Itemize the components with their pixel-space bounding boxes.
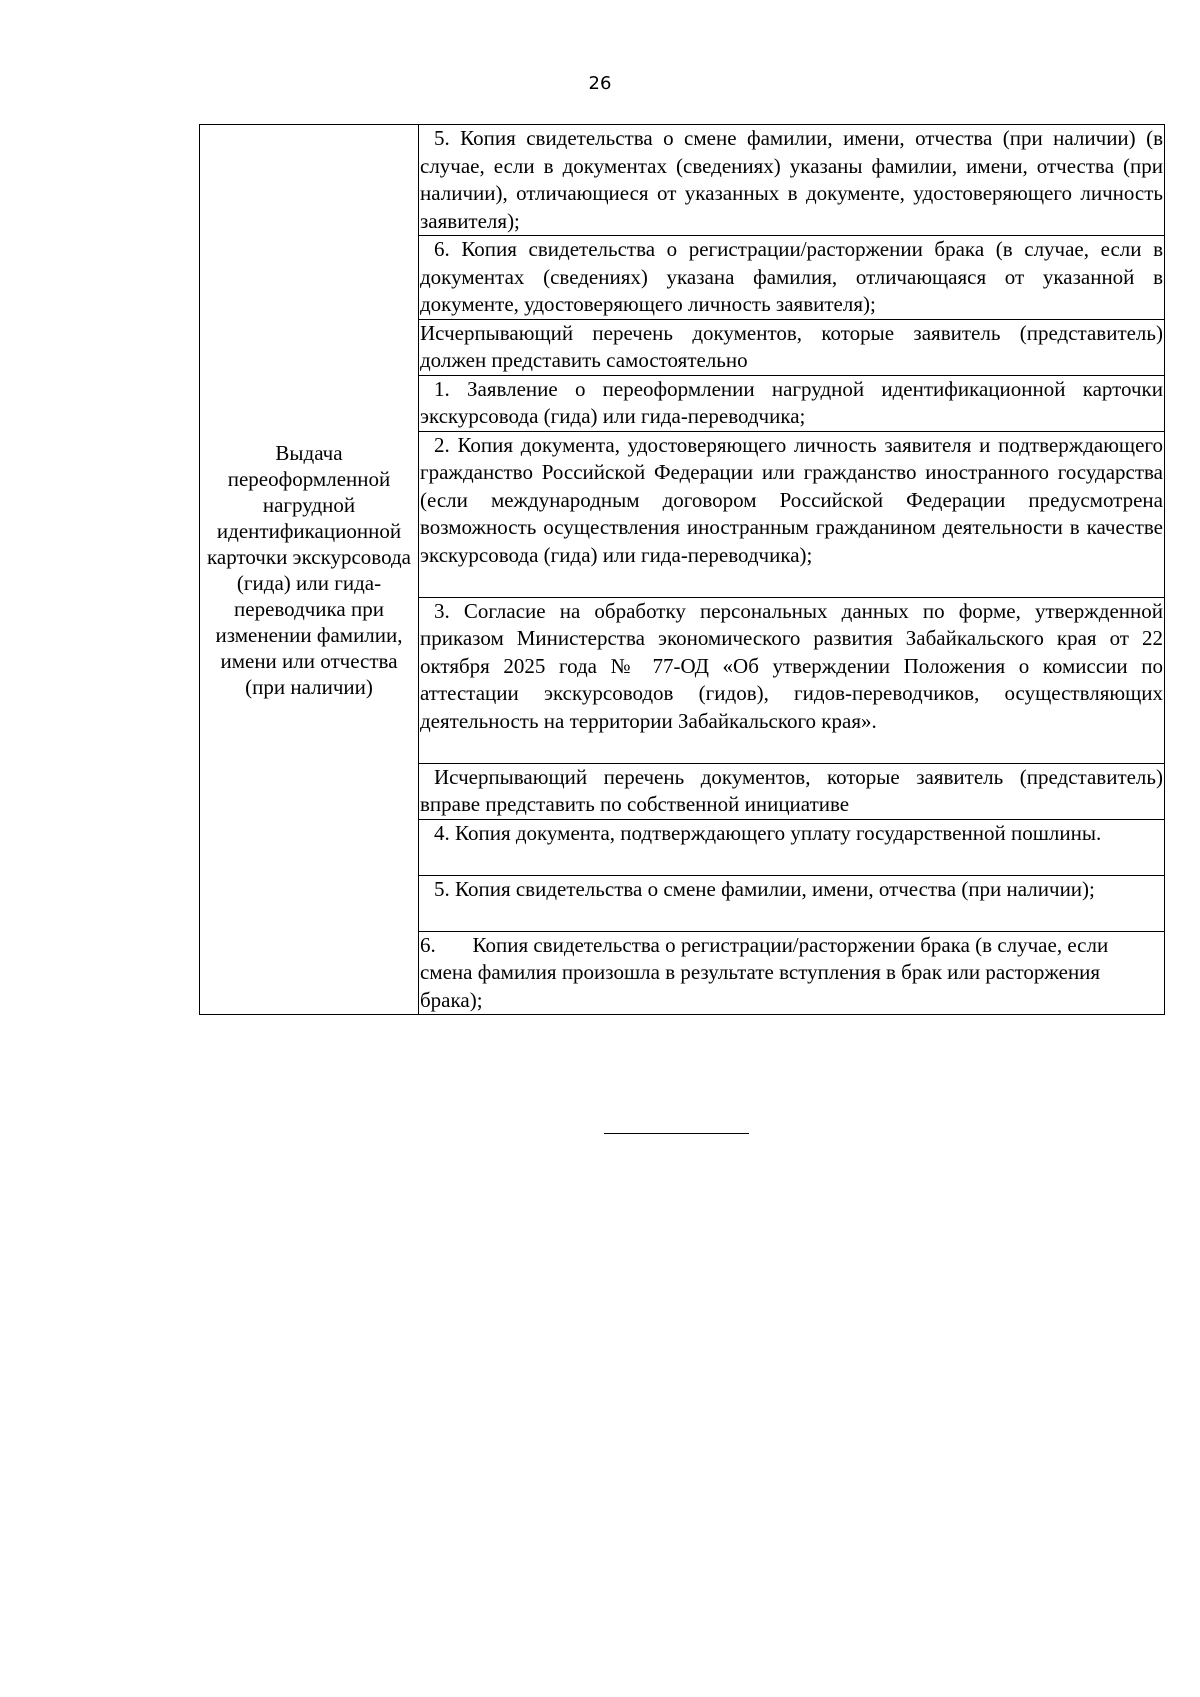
table-cell: 2. Копия документа, удостоверяющего личность заявителя и подтверждающего гражданство Российской Федерации или гражданство иностранного государства (если международным договором Российской Федерации предусмотрена возможность осуществления иностранным гражданином деятельности в качестве экскурсовода (гида) или гида-переводчика);: [419, 431, 1165, 597]
table-cell: 6. Копия свидетельства о регистрации/расторжении брака (в случае, если смена фамилия произошла в результате вступления в брак или расторжения брака);: [419, 931, 1165, 1015]
footer-rule: [604, 1133, 749, 1134]
requirements-table: [199, 124, 1165, 1015]
table-cell: 5. Копия свидетельства о смене фамилии, имени, отчества (при наличии);: [419, 875, 1165, 931]
table-cell: 4. Копия документа, подтверждающего уплату государственной пошлины.: [419, 819, 1165, 875]
table-row: [200, 125, 1165, 236]
table-cell: 1. Заявление о переоформлении нагрудной идентификационной карточки экскурсовода (гида) или гида-переводчика;: [419, 375, 1165, 431]
page-number: 26: [588, 73, 612, 94]
table-cell: 3. Согласие на обработку персональных данных по форме, утвержденной приказом Министерства экономического развития Забайкальского края от 22 октября 2025 года № 77-ОД «Об утверждении Положения о комиссии по аттестации экскурсоводов (гидов), гидов-переводчиков, осуществляющих деятельность на территории Забайкальского края».: [419, 597, 1165, 763]
table-cell: 6. Копия свидетельства о регистрации/расторжении брака (в случае, если в документах (сведениях) указана фамилия, отличающаяся от указанной в документе, удостоверяющего личность заявителя);: [419, 236, 1165, 320]
service-name-cell: Выдача переоформленной нагрудной идентификационной карточки экскурсовода (гида) или гида-переводчика при изменении фамилии, имени или отчества (при наличии): [200, 125, 419, 1015]
section-heading-cell: Исчерпывающий перечень документов, которые заявитель (представитель) вправе представить по собственной инициативе: [419, 763, 1165, 819]
section-heading-cell: Исчерпывающий перечень документов, которые заявитель (представитель) должен представить самостоятельно: [419, 319, 1165, 375]
table-cell: 5. Копия свидетельства о смене фамилии, имени, отчества (при наличии) (в случае, если в документах (сведениях) указаны фамилии, имени, отчества (при наличии), отличающиеся от указанных в документе, удостоверяющего личность заявителя);: [419, 125, 1165, 236]
